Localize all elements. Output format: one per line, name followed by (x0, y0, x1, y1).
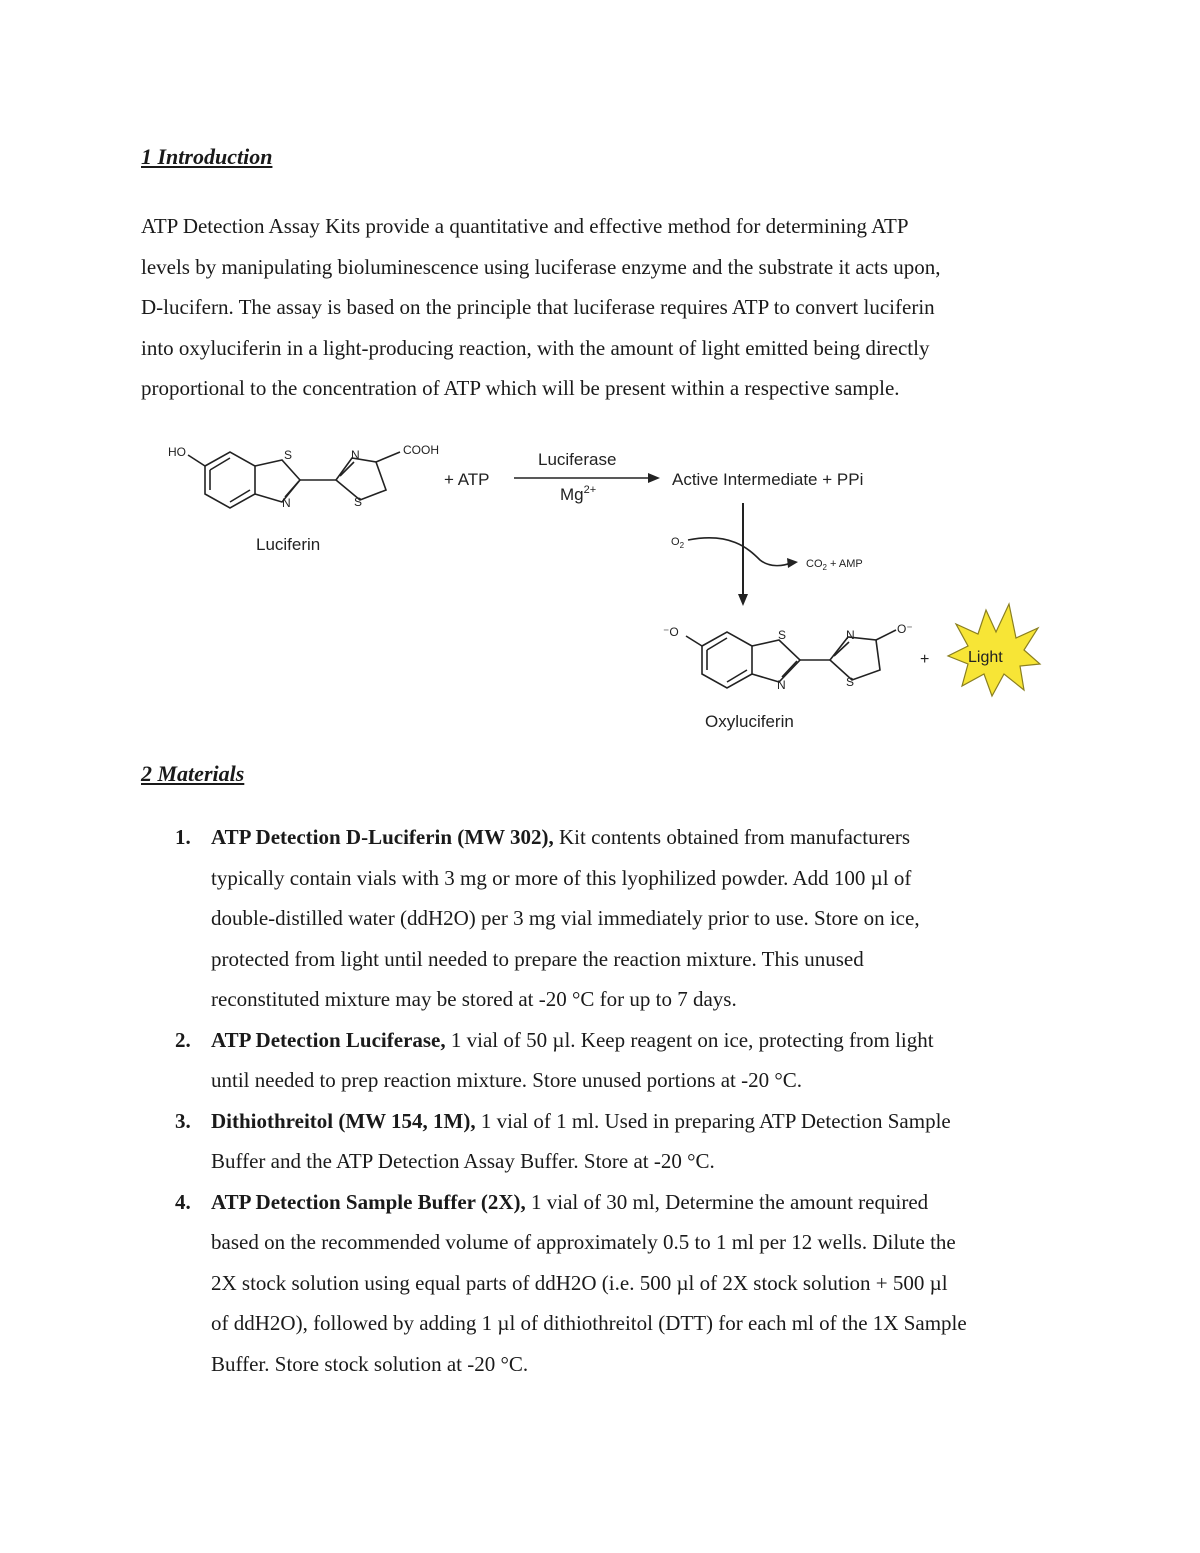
item-title: Dithiothreitol (MW 154, 1M), (211, 1108, 476, 1133)
luciferin-benzene-ring (205, 452, 255, 508)
oxyluciferin-structure (686, 630, 896, 688)
enzyme-label: Luciferase (538, 450, 617, 469)
list-number: 3. (175, 1108, 191, 1133)
list-line: ATP Detection D-Luciferin (MW 302), Kit contents obtained from manufacturers (211, 825, 911, 849)
light-label: Light (968, 649, 1003, 666)
list-number: 4. (175, 1189, 191, 1214)
materials-list (141, 817, 1066, 1384)
plus-atp-label: + ATP (444, 470, 490, 489)
list-number: 2. (175, 1027, 191, 1052)
intermediate-label: Active Intermediate + PPi (672, 470, 864, 489)
oxy-n-atom: N (777, 678, 786, 692)
list-line: based on the recommended volume of approximately 0.5 to 1 ml per 12 wells. Dilute the (211, 1230, 956, 1254)
luciferin-s-atom: S (284, 448, 293, 462)
luciferin-s-atom-2: S (354, 495, 363, 509)
luciferin-n-atom: N (282, 496, 291, 510)
oxy-o-minus-right: O⁻ (897, 622, 913, 636)
luciferase-reaction-diagram (0, 0, 1200, 760)
list-item (141, 1020, 1066, 1101)
section-heading-introduction: 1 Introduction (141, 144, 273, 169)
section-heading-materials: 2 Materials (141, 761, 245, 786)
oxyluciferin-name: Oxyluciferin (705, 712, 794, 731)
intro-line: proportional to the concentration of ATP which will be present within a respective sample. (141, 376, 900, 400)
oxy-s-atom-2: S (846, 675, 855, 689)
oxidation-arrow-head (738, 594, 748, 606)
side-product-arrow-head (787, 558, 798, 568)
cooh-label: COOH (403, 443, 439, 457)
list-item (141, 817, 1066, 1020)
luciferin-structure (188, 452, 400, 508)
intro-line: levels by manipulating bioluminescence using luciferase enzyme and the substrate it acts upon, (141, 254, 941, 279)
o2-label: $O_2$ (671, 536, 685, 550)
co2-amp-label: $CO_2$ + AMP (806, 558, 863, 572)
list-line: ATP Detection Luciferase, 1 vial of 50 µl. Keep reagent on ice, protecting from light (211, 1027, 934, 1052)
list-line: reconstituted mixture may be stored at -20 °C for up to 7 days. (211, 987, 737, 1011)
oxy-s-atom: S (778, 628, 787, 642)
luciferin-name: Luciferin (256, 535, 321, 554)
list-line: Dithiothreitol (MW 154, 1M), 1 vial of 1 ml. Used in preparing ATP Detection Sample (211, 1108, 951, 1133)
intro-line: D-lucifern. The assay is based on the principle that luciferase requires ATP to convert luciferin (141, 295, 935, 319)
item-title: ATP Detection D-Luciferin (MW 302), (211, 825, 554, 849)
list-line: ATP Detection Sample Buffer (2X), 1 vial of 30 ml, Determine the amount required (211, 1189, 929, 1214)
list-item (141, 1101, 1066, 1182)
list-line: of ddH2O), followed by adding 1 µl of dithiothreitol (DTT) for each ml of the 1X Sample (211, 1311, 967, 1335)
side-product-arrow (688, 538, 790, 566)
item-title: ATP Detection Luciferase, (211, 1027, 446, 1052)
list-line: Buffer. Store stock solution at -20 °C. (211, 1351, 529, 1376)
list-item (141, 1182, 1066, 1385)
luciferin-n-atom-2: N (351, 448, 360, 462)
list-line: until needed to prep reaction mixture. Store unused portions at -20 °C. (211, 1068, 803, 1092)
list-number: 1. (175, 825, 191, 849)
list-line: double-distilled water (ddH2O) per 3 mg vial immediately prior to use. Store on ice, (211, 906, 920, 930)
list-line: typically contain vials with 3 mg or more of this lyophilized powder. Add 100 µl of (211, 865, 912, 890)
plus-sign: + (920, 651, 930, 668)
intro-line: into oxyluciferin in a light-producing reaction, with the amount of light emitted being directly (141, 335, 930, 360)
oxyluciferin-benzene-ring (702, 632, 752, 688)
cofactor-label: $Mg^{2+}$ (560, 484, 597, 504)
ho-label: HO (168, 445, 186, 459)
oxy-n-atom-2: N (846, 628, 855, 642)
list-line: Buffer and the ATP Detection Assay Buffer. Store at -20 °C. (211, 1149, 715, 1173)
oxy-o-minus-left: ⁻O (663, 625, 679, 639)
item-title: ATP Detection Sample Buffer (2X), (211, 1189, 526, 1214)
list-line: 2X stock solution using equal parts of ddH2O (i.e. 500 µl of 2X stock solution + 500 µl (211, 1270, 948, 1295)
intro-line: ATP Detection Assay Kits provide a quantitative and effective method for determining ATP (141, 214, 909, 238)
reaction-arrow-head (648, 473, 660, 483)
list-line: protected from light until needed to prepare the reaction mixture. This unused (211, 946, 864, 971)
